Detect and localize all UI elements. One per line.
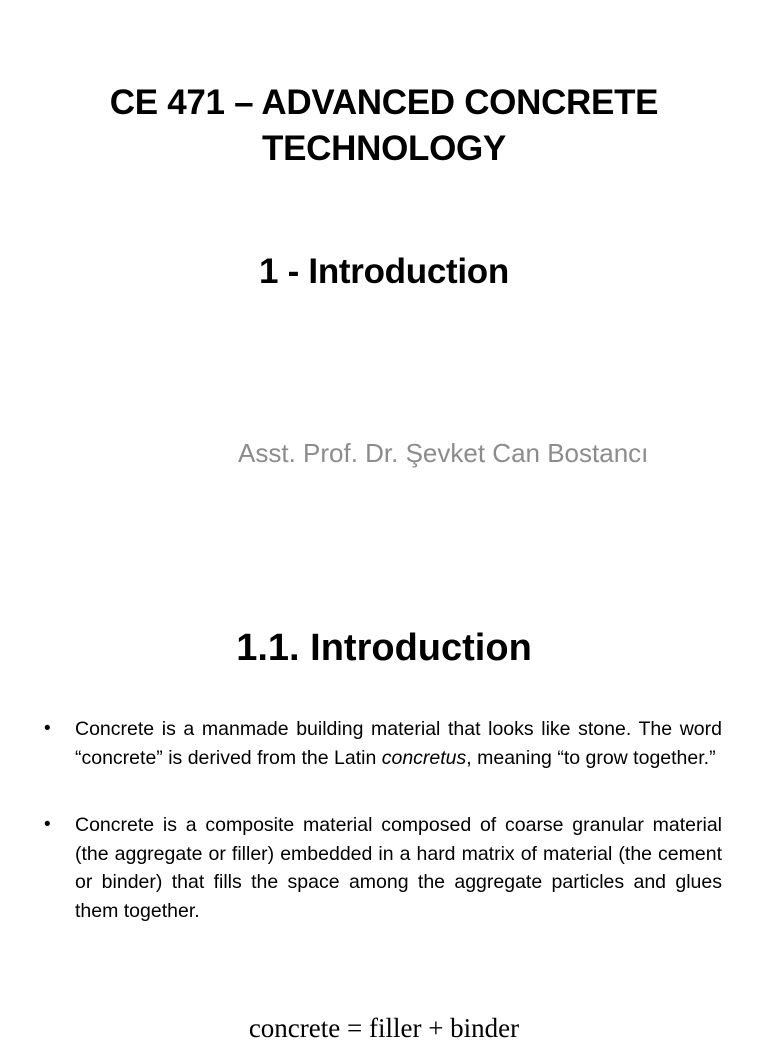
bullet-item-definition [44, 715, 722, 772]
course-title-line-2: TECHNOLOGY [262, 129, 506, 168]
bullet-text: Concrete is a composite material composed of coarse granular material (the aggregate or filler) embedded in a hard matrix of material (the cement or binder) that fills the space among the aggregate particles and glues them together. [75, 814, 722, 922]
bullet-text-part: , meaning “to grow together.” [466, 746, 716, 769]
bullet-icon: • [44, 718, 51, 739]
bullet-text [75, 718, 722, 769]
bullet-text-part: Concrete is a manmade building material that looks like stone. The word “concrete” is derived from the Latin [75, 718, 722, 769]
bullet-item-composite [44, 811, 722, 925]
bullet-list [44, 715, 722, 964]
latin-term: concretus [381, 746, 467, 769]
introduction-slide [0, 545, 768, 1043]
course-title-line-1: CE 471 – ADVANCED CONCRETE [109, 83, 659, 122]
concrete-formula: concrete = filler + binder [248, 1013, 520, 1043]
course-title [40, 80, 728, 172]
chapter-title: 1 - Introduction [259, 252, 509, 291]
bullet-icon: • [44, 814, 51, 835]
section-title: 1.1. Introduction [236, 627, 532, 669]
author-name: Asst. Prof. Dr. Şevket Can Bostancı [238, 438, 649, 468]
